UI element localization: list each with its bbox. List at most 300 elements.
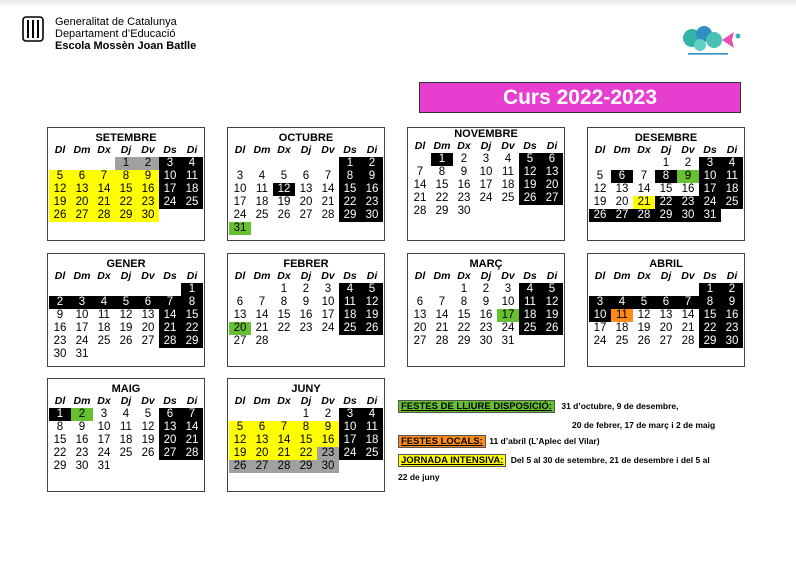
day-cell: 15 bbox=[277, 309, 291, 321]
month-setembre bbox=[47, 127, 205, 241]
empty-day-cell bbox=[49, 283, 71, 296]
day-cell: 8 bbox=[181, 296, 203, 309]
days-grid bbox=[49, 395, 204, 473]
legend-lliure-disposicio-cont bbox=[572, 420, 715, 430]
day-cell: 4 bbox=[122, 408, 130, 420]
day-cell: 6 bbox=[416, 296, 424, 308]
month-title: OCTUBRE bbox=[278, 132, 334, 144]
day-cell: 24 bbox=[339, 447, 361, 460]
day-cell: 25 bbox=[97, 335, 111, 347]
weekday-header: Dl bbox=[234, 395, 246, 407]
day-cell: 6 bbox=[611, 170, 633, 183]
weekday-header: Ds bbox=[343, 144, 357, 156]
day-cell: 4 bbox=[504, 153, 512, 165]
legend-lliure-text-2: 20 de febrer, 17 de març i 2 de maig bbox=[572, 420, 716, 430]
day-cell: 27 bbox=[251, 460, 273, 473]
month-maig bbox=[47, 378, 205, 492]
day-cell: 6 bbox=[655, 296, 677, 309]
weekday-header: Dm bbox=[253, 144, 271, 156]
day-cell: 22 bbox=[115, 196, 137, 209]
day-cell: 20 bbox=[413, 322, 427, 334]
weekday-header: Dx bbox=[277, 144, 291, 156]
day-cell: 2 bbox=[361, 157, 383, 170]
weekday-header: Dv bbox=[141, 395, 155, 407]
day-cell: 27 bbox=[159, 447, 181, 460]
day-cell: 23 bbox=[479, 322, 493, 334]
day-cell: 19 bbox=[49, 196, 71, 209]
day-cell: 10 bbox=[75, 309, 89, 321]
day-cell: 16 bbox=[681, 183, 695, 195]
day-cell: 27 bbox=[299, 209, 313, 221]
day-cell: 30 bbox=[75, 460, 89, 472]
weekday-header: Ds bbox=[703, 270, 717, 282]
day-cell: 4 bbox=[611, 296, 633, 309]
day-cell: 2 bbox=[721, 283, 743, 296]
day-cell: 6 bbox=[251, 421, 273, 434]
day-cell: 30 bbox=[677, 209, 699, 222]
day-cell: 13 bbox=[251, 434, 273, 447]
day-cell: 16 bbox=[53, 322, 67, 334]
weekday-header: Dv bbox=[681, 270, 695, 282]
day-cell: 18 bbox=[119, 434, 133, 446]
day-cell: 16 bbox=[75, 434, 89, 446]
day-cell: 11 bbox=[98, 309, 110, 321]
day-cell: 3 bbox=[71, 296, 93, 309]
day-cell: 3 bbox=[100, 408, 108, 420]
days-grid bbox=[409, 270, 564, 348]
day-cell: 6 bbox=[236, 296, 244, 308]
legend-jornada-intensiva-cont bbox=[398, 472, 440, 482]
legend-lliure-disposicio bbox=[398, 401, 679, 412]
day-cell: 30 bbox=[317, 460, 339, 473]
day-cell: 24 bbox=[75, 335, 89, 347]
day-cell: 1 bbox=[699, 283, 721, 296]
weekday-header: Ds bbox=[523, 140, 537, 152]
day-cell: 6 bbox=[541, 153, 563, 166]
day-cell: 25 bbox=[339, 322, 361, 335]
weekday-header: Di bbox=[186, 144, 198, 156]
day-cell: 31 bbox=[75, 348, 89, 360]
day-cell: 9 bbox=[361, 170, 383, 183]
empty-day-cell bbox=[677, 283, 699, 296]
empty-day-cell bbox=[229, 157, 251, 170]
day-cell: 20 bbox=[615, 196, 629, 208]
day-cell: 12 bbox=[519, 166, 541, 179]
weekday-header: Dj bbox=[300, 395, 312, 407]
day-cell: 13 bbox=[659, 309, 673, 321]
weekday-header: Dx bbox=[97, 270, 111, 282]
day-cell: 12 bbox=[637, 309, 651, 321]
day-cell: 18 bbox=[721, 183, 743, 196]
day-cell: 13 bbox=[233, 309, 247, 321]
course-banner: Curs 2022-2023 bbox=[419, 82, 741, 113]
day-cell: 17 bbox=[233, 196, 247, 208]
weekday-header: Dm bbox=[613, 270, 631, 282]
day-cell: 16 bbox=[721, 309, 743, 322]
weekday-header: Dx bbox=[637, 270, 651, 282]
day-cell: 15 bbox=[699, 309, 721, 322]
legend-lliure-text-1: 31 d’octubre, 9 de desembre, bbox=[561, 401, 679, 411]
day-cell: 25 bbox=[721, 196, 743, 209]
day-cell: 28 bbox=[273, 460, 295, 473]
day-cell: 8 bbox=[56, 421, 64, 433]
weekday-header: Dv bbox=[681, 144, 695, 156]
weekday-header: Dx bbox=[97, 395, 111, 407]
day-cell: 17 bbox=[479, 179, 493, 191]
weekday-header: Di bbox=[546, 140, 558, 152]
day-cell: 28 bbox=[321, 209, 335, 221]
empty-day-cell bbox=[93, 283, 115, 296]
day-cell: 2 bbox=[71, 408, 93, 421]
days-grid bbox=[589, 144, 744, 222]
day-cell: 26 bbox=[589, 209, 611, 222]
weekday-header: Dx bbox=[637, 144, 651, 156]
empty-day-cell bbox=[431, 283, 453, 296]
day-cell: 5 bbox=[519, 153, 541, 166]
day-cell: 14 bbox=[255, 309, 269, 321]
day-cell: 4 bbox=[519, 283, 541, 296]
empty-day-cell bbox=[251, 408, 273, 421]
generalitat-emblem-icon bbox=[22, 16, 44, 42]
day-cell: 12 bbox=[49, 183, 71, 196]
day-cell: 15 bbox=[435, 179, 449, 191]
day-cell: 16 bbox=[457, 179, 471, 191]
day-cell: 22 bbox=[457, 322, 471, 334]
day-cell: 15 bbox=[53, 434, 67, 446]
weekday-header: Dl bbox=[594, 270, 606, 282]
month-marc bbox=[407, 253, 565, 367]
day-cell: 17 bbox=[497, 309, 519, 322]
legend-jornada-label: JORNADA INTENSIVA: bbox=[398, 454, 506, 467]
day-cell: 21 bbox=[273, 447, 295, 460]
days-grid bbox=[49, 144, 204, 222]
weekday-header: Di bbox=[366, 395, 378, 407]
day-cell: 19 bbox=[277, 196, 291, 208]
day-cell: 9 bbox=[56, 309, 64, 321]
day-cell: 21 bbox=[413, 192, 427, 204]
day-cell: 18 bbox=[501, 179, 515, 191]
day-cell: 24 bbox=[593, 335, 607, 347]
day-cell: 30 bbox=[457, 205, 471, 217]
day-cell: 21 bbox=[181, 434, 203, 447]
day-cell: 28 bbox=[255, 335, 269, 347]
day-cell: 12 bbox=[273, 183, 295, 196]
day-cell: 20 bbox=[229, 322, 251, 335]
weekday-header: Di bbox=[366, 144, 378, 156]
day-cell: 21 bbox=[321, 196, 335, 208]
day-cell: 22 bbox=[53, 447, 67, 459]
day-cell: 20 bbox=[159, 434, 181, 447]
day-cell: 4 bbox=[361, 408, 383, 421]
day-cell: 5 bbox=[541, 283, 563, 296]
day-cell: 17 bbox=[97, 434, 111, 446]
day-cell: 3 bbox=[324, 283, 332, 295]
day-cell: 25 bbox=[119, 447, 133, 459]
day-cell: 26 bbox=[229, 460, 251, 473]
day-cell: 28 bbox=[159, 335, 181, 348]
day-cell: 9 bbox=[317, 421, 339, 434]
day-cell: 18 bbox=[615, 322, 629, 334]
empty-day-cell bbox=[295, 157, 317, 170]
day-cell: 20 bbox=[71, 196, 93, 209]
day-cell: 16 bbox=[137, 183, 159, 196]
day-cell: 14 bbox=[93, 183, 115, 196]
day-cell: 7 bbox=[258, 296, 266, 308]
day-cell: 9 bbox=[78, 421, 86, 433]
day-cell: 14 bbox=[321, 183, 335, 195]
day-cell: 16 bbox=[361, 183, 383, 196]
day-cell: 8 bbox=[280, 296, 288, 308]
weekday-header: Dl bbox=[414, 270, 426, 282]
org-line-2: Departament d’Educació bbox=[55, 28, 176, 40]
day-cell: 10 bbox=[159, 170, 181, 183]
empty-day-cell bbox=[633, 157, 655, 170]
day-cell: 30 bbox=[479, 335, 493, 347]
day-cell: 4 bbox=[258, 170, 266, 182]
weekday-header: Dl bbox=[54, 270, 66, 282]
day-cell: 26 bbox=[277, 209, 291, 221]
day-cell: 26 bbox=[361, 322, 383, 335]
legend-locals-text: 11 d’abril (L’Aplec del Vilar) bbox=[489, 436, 600, 446]
month-title: JUNY bbox=[291, 383, 321, 395]
day-cell: 19 bbox=[141, 434, 155, 446]
day-cell: 10 bbox=[233, 183, 247, 195]
day-cell: 8 bbox=[699, 296, 721, 309]
weekday-header: Ds bbox=[703, 144, 717, 156]
day-cell: 31 bbox=[501, 335, 515, 347]
day-cell: 11 bbox=[361, 421, 383, 434]
day-cell: 29 bbox=[699, 335, 721, 348]
weekday-header: Dj bbox=[120, 395, 132, 407]
school-logo-icon bbox=[680, 22, 744, 58]
day-cell: 5 bbox=[633, 296, 655, 309]
weekday-header: Dv bbox=[141, 270, 155, 282]
day-cell: 29 bbox=[457, 335, 471, 347]
day-cell: 23 bbox=[677, 196, 699, 209]
day-cell: 25 bbox=[519, 322, 541, 335]
weekday-header: Dm bbox=[433, 140, 451, 152]
days-grid bbox=[49, 270, 204, 361]
day-cell: 25 bbox=[255, 209, 269, 221]
day-cell: 12 bbox=[141, 421, 155, 433]
empty-day-cell bbox=[655, 283, 677, 296]
day-cell: 7 bbox=[438, 296, 446, 308]
day-cell: 25 bbox=[181, 196, 203, 209]
day-cell: 9 bbox=[721, 296, 743, 309]
day-cell: 20 bbox=[141, 322, 155, 334]
day-cell: 4 bbox=[339, 283, 361, 296]
day-cell: 23 bbox=[317, 447, 339, 460]
weekday-header: Ds bbox=[163, 144, 177, 156]
day-cell: 6 bbox=[71, 170, 93, 183]
empty-day-cell bbox=[137, 283, 159, 296]
empty-day-cell bbox=[273, 408, 295, 421]
weekday-header: Dj bbox=[120, 270, 132, 282]
weekday-header: Dv bbox=[501, 270, 515, 282]
organization-header bbox=[55, 16, 196, 52]
month-title: MARÇ bbox=[469, 258, 503, 270]
month-title: SETEMBRE bbox=[95, 132, 157, 144]
weekday-header: Dm bbox=[253, 395, 271, 407]
day-cell: 23 bbox=[299, 322, 313, 334]
day-cell: 23 bbox=[53, 335, 67, 347]
day-cell: 15 bbox=[339, 183, 361, 196]
day-cell: 22 bbox=[339, 196, 361, 209]
empty-day-cell bbox=[229, 283, 251, 296]
day-cell: 21 bbox=[255, 322, 269, 334]
legend-jornada-intensiva bbox=[398, 455, 710, 466]
day-cell: 29 bbox=[181, 335, 203, 348]
weekday-header: Dv bbox=[321, 144, 335, 156]
weekday-header: Dj bbox=[300, 270, 312, 282]
day-cell: 7 bbox=[273, 421, 295, 434]
day-cell: 11 bbox=[502, 166, 514, 178]
empty-day-cell bbox=[409, 153, 431, 166]
month-title: GENER bbox=[106, 258, 146, 270]
day-cell: 20 bbox=[541, 179, 563, 192]
day-cell: 19 bbox=[229, 447, 251, 460]
empty-day-cell bbox=[409, 283, 431, 296]
weekday-header: Dm bbox=[73, 144, 91, 156]
day-cell: 27 bbox=[611, 209, 633, 222]
day-cell: 18 bbox=[361, 434, 383, 447]
month-novembre bbox=[407, 127, 565, 241]
day-cell: 25 bbox=[361, 447, 383, 460]
weekday-header: Dx bbox=[97, 144, 111, 156]
weekday-header: Dl bbox=[234, 144, 246, 156]
day-cell: 12 bbox=[119, 309, 133, 321]
day-cell: 23 bbox=[75, 447, 89, 459]
day-cell: 23 bbox=[361, 196, 383, 209]
weekday-header: Dj bbox=[120, 144, 132, 156]
day-cell: 17 bbox=[339, 434, 361, 447]
day-cell: 27 bbox=[541, 192, 563, 205]
day-cell: 11 bbox=[120, 421, 132, 433]
day-cell: 9 bbox=[302, 296, 310, 308]
day-cell: 3 bbox=[504, 283, 512, 295]
weekday-header: Dx bbox=[457, 270, 471, 282]
day-cell: 21 bbox=[435, 322, 449, 334]
day-cell: 25 bbox=[501, 192, 515, 204]
day-cell: 14 bbox=[435, 309, 449, 321]
day-cell: 17 bbox=[321, 309, 335, 321]
day-cell: 5 bbox=[144, 408, 152, 420]
day-cell: 13 bbox=[141, 309, 155, 321]
day-cell: 31 bbox=[699, 209, 721, 222]
day-cell: 22 bbox=[655, 196, 677, 209]
day-cell: 7 bbox=[93, 170, 115, 183]
day-cell: 15 bbox=[659, 183, 673, 195]
legend-festes-locals bbox=[398, 436, 600, 447]
day-cell: 19 bbox=[519, 179, 541, 192]
day-cell: 10 bbox=[97, 421, 111, 433]
day-cell: 28 bbox=[681, 335, 695, 347]
day-cell: 20 bbox=[659, 322, 673, 334]
day-cell: 31 bbox=[97, 460, 111, 472]
day-cell: 24 bbox=[321, 322, 335, 334]
day-cell: 2 bbox=[49, 296, 71, 309]
day-cell: 19 bbox=[593, 196, 607, 208]
day-cell: 1 bbox=[662, 157, 670, 169]
day-cell: 13 bbox=[159, 421, 181, 434]
weekday-header: Dv bbox=[141, 144, 155, 156]
day-cell: 15 bbox=[295, 434, 317, 447]
day-cell: 18 bbox=[255, 196, 269, 208]
empty-day-cell bbox=[115, 283, 137, 296]
day-cell: 29 bbox=[339, 209, 361, 222]
empty-day-cell bbox=[273, 157, 295, 170]
day-cell: 29 bbox=[655, 209, 677, 222]
day-cell: 25 bbox=[615, 335, 629, 347]
day-cell: 28 bbox=[633, 209, 655, 222]
day-cell: 6 bbox=[137, 296, 159, 309]
day-cell: 7 bbox=[677, 296, 699, 309]
day-cell: 24 bbox=[699, 196, 721, 209]
days-grid bbox=[229, 144, 384, 235]
day-cell: 30 bbox=[137, 209, 159, 222]
day-cell: 11 bbox=[339, 296, 361, 309]
day-cell: 15 bbox=[457, 309, 471, 321]
day-cell: 9 bbox=[677, 170, 699, 183]
month-juny bbox=[227, 378, 385, 492]
empty-day-cell bbox=[71, 157, 93, 170]
empty-day-cell bbox=[611, 283, 633, 296]
weekday-header: Di bbox=[186, 395, 198, 407]
day-cell: 5 bbox=[49, 170, 71, 183]
day-cell: 9 bbox=[460, 166, 468, 178]
day-cell: 5 bbox=[280, 170, 288, 182]
day-cell: 3 bbox=[339, 408, 361, 421]
weekday-header: Dx bbox=[277, 395, 291, 407]
day-cell: 7 bbox=[324, 170, 332, 182]
day-cell: 17 bbox=[159, 183, 181, 196]
day-cell: 24 bbox=[479, 192, 493, 204]
day-cell: 12 bbox=[229, 434, 251, 447]
day-cell: 3 bbox=[236, 170, 244, 182]
weekday-header: Dj bbox=[480, 140, 492, 152]
weekday-header: Dj bbox=[480, 270, 492, 282]
day-cell: 13 bbox=[541, 166, 563, 179]
weekday-header: Di bbox=[726, 144, 738, 156]
day-cell: 14 bbox=[681, 309, 695, 321]
weekday-header: Dv bbox=[321, 395, 335, 407]
day-cell: 21 bbox=[93, 196, 115, 209]
day-cell: 21 bbox=[681, 322, 695, 334]
day-cell: 3 bbox=[159, 157, 181, 170]
weekday-header: Ds bbox=[163, 395, 177, 407]
day-cell: 21 bbox=[159, 322, 181, 335]
org-line-1: Generalitat de Catalunya bbox=[55, 16, 177, 28]
day-cell: 2 bbox=[302, 283, 310, 295]
day-cell: 12 bbox=[361, 296, 383, 309]
day-cell: 23 bbox=[457, 192, 471, 204]
days-grid bbox=[229, 395, 384, 473]
day-cell: 24 bbox=[97, 447, 111, 459]
day-cell: 14 bbox=[181, 421, 203, 434]
weekday-header: Dm bbox=[73, 395, 91, 407]
day-cell: 5 bbox=[115, 296, 137, 309]
day-cell: 24 bbox=[233, 209, 247, 221]
day-cell: 1 bbox=[280, 283, 288, 295]
day-cell: 3 bbox=[699, 157, 721, 170]
day-cell: 1 bbox=[49, 408, 71, 421]
month-abril bbox=[587, 253, 745, 367]
day-cell: 2 bbox=[137, 157, 159, 170]
day-cell: 1 bbox=[339, 157, 361, 170]
day-cell: 11 bbox=[181, 170, 203, 183]
day-cell: 18 bbox=[339, 309, 361, 322]
day-cell: 5 bbox=[229, 421, 251, 434]
